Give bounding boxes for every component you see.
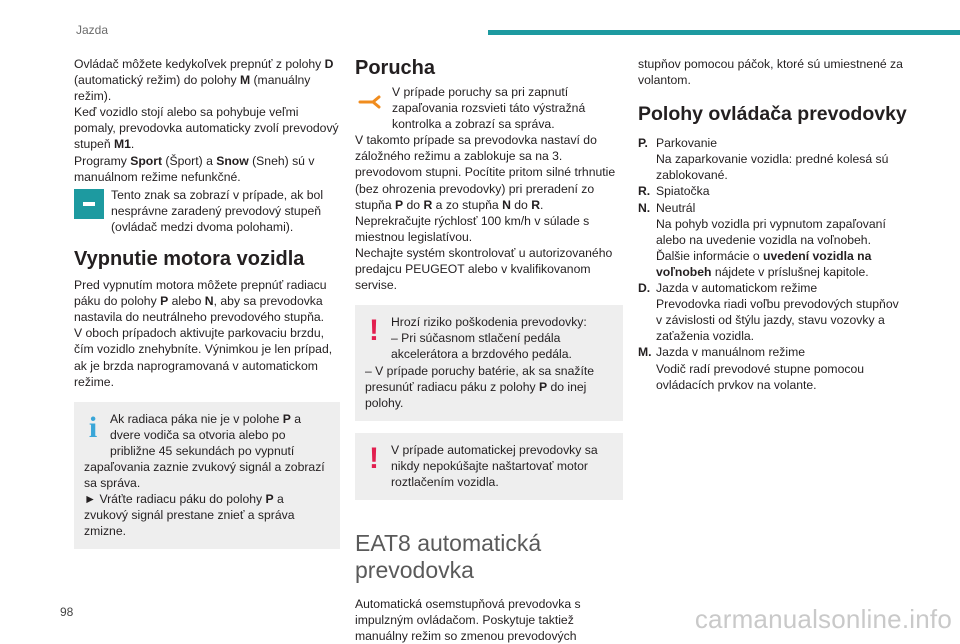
warning-damage-title: Hrozí riziko poškodenia prevodovky: xyxy=(391,315,587,330)
selector-positions-list xyxy=(638,135,908,393)
paragraph-low-speed: Keď vozidlo stojí alebo sa pohybuje veľmi pomaly, prevodovka automaticky zvolí prevodový stupeň M1. xyxy=(74,105,339,152)
paragraph-engine-off: Pred vypnutím motora môžete prepnúť radiacu páku do polohy P alebo N, aby sa prevodovka nastavila do neutrálneho prevodového stupňa. xyxy=(74,278,327,325)
list-item: M. Jazda v manuálnom režime Vodič radí prevodové stupne pomocou ovládacích prvkov na volante. xyxy=(638,345,865,392)
fault-note-text: V prípade poruchy sa pri zapnutí zapaľovania rozsvieti táto výstražná kontrolka a zobrazí sa správa. xyxy=(392,85,586,132)
list-item: D. Jazda v automatickom režime Prevodovka riadi voľbu prevodových stupňov v závislosti od štýlu jazdy, stavu vozovky a zaťaženia vozidla. xyxy=(638,281,899,344)
info-icon: i xyxy=(88,410,98,444)
info-action: ► Vráťte radiacu páku do polohy P a zvukový signál prestane znieť a správa zmizne. xyxy=(84,492,295,539)
warning-box-push-start xyxy=(355,433,623,500)
paragraph-eat8-continued: stupňov pomocou páčok, ktoré sú umiestnené za volantom. xyxy=(638,57,903,88)
info-box xyxy=(74,402,340,550)
paragraph-speed-limit: Neprekračujte rýchlosť 100 km/h v súlade s miestnou legislatívou. xyxy=(355,213,590,244)
paragraph-dealer: Nechajte systém skontrolovať u autorizovaného predajcu PEUGEOT alebo v kvalifikovanom servise. xyxy=(355,245,613,293)
warning-damage-item-2: – V prípade poruchy batérie, ak sa snažíte presunúť radiacu páku z polohy P do inej polohy. xyxy=(365,363,594,410)
heading-fault: Porucha xyxy=(355,57,436,79)
column-right xyxy=(638,56,908,393)
tile-note-text: Tento znak sa zobrazí v prípade, ak bol nesprávne zaradený prevodový stupeň (ovládač medzi dvoma polohami). xyxy=(111,187,324,234)
paragraph-eat8: Automatická osemstupňová prevodovka s impulzným ovládačom. Poskytuje taktiež manuálny režim so zmenou prevodových xyxy=(355,597,581,644)
heading-eat8: EAT8 automatická prevodovka xyxy=(355,530,542,584)
list-item: P. Parkovanie Na zaparkovanie vozidla: predné kolesá sú zablokované. xyxy=(638,136,889,183)
gear-fault-teal-icon xyxy=(74,189,104,219)
watermark: carmanualsonline.info xyxy=(694,604,952,634)
warning-damage-item-1: – Pri súčasnom stlačení pedála akcelerátora a brzdového pedála. xyxy=(391,331,572,362)
list-item: N. Neutrál Na pohyb vozidla pri vypnutom zapaľovaní alebo na uvedenie vozidla na voľnobeh. Ďalšie informácie o uvedení vozidla na voľnobeh nájdete v príslušnej kapitole. xyxy=(638,200,886,279)
heading-engine-off: Vypnutie motora vozidla xyxy=(74,248,305,271)
paragraph-programs: Programy Sport (Šport) a Snow (Sneh) sú v manuálnom režime nefunkčné. xyxy=(74,153,315,184)
column-middle xyxy=(355,56,623,644)
column-left xyxy=(74,56,340,549)
fault-note xyxy=(355,84,623,132)
paragraph-parking-brake: V oboch prípadoch aktivujte parkovaciu brzdu, čím vozidlo znehybníte. Výnimkou je len prípad, ak je brzda naprogramovaná v automatickom režime. xyxy=(74,326,333,389)
tile-note xyxy=(74,187,340,235)
paragraph-fallback-mode: V takomto prípade sa prevodovka nastaví do záložného režimu a zablokuje sa na 3. prevodovom stupni. Pocítite pritom silné trhnutie (bez ohrozenia prevodovky) pri preradení zo stupňa P do R a zo stupňa N do R. xyxy=(355,133,616,212)
exclamation-warning-icon: ! xyxy=(369,441,379,475)
warning-push-start-text: V prípade automatickej prevodovky sa nikdy nepokúšajte naštartovať motor roztlačením vozidla. xyxy=(391,442,598,489)
header-section-title: Jazda xyxy=(76,23,109,37)
wrench-warning-icon xyxy=(355,86,385,116)
page-number: 98 xyxy=(60,605,74,619)
list-item: R. Spiatočka xyxy=(638,184,710,199)
warning-box-damage xyxy=(355,305,623,421)
heading-selector-positions: Polohy ovládača prevodovky xyxy=(638,103,907,126)
info-text: Ak radiaca páka nie je v polohe P a dvere vodiča sa otvoria alebo po približne 45 sekundách po vypnutí zapaľovania zaznie zvukový signál a zobrazí sa správa. xyxy=(84,411,325,491)
exclamation-warning-icon: ! xyxy=(369,314,379,348)
header-accent-bar xyxy=(488,30,960,35)
paragraph-intro: Ovládač môžete kedykoľvek prepnúť z polohy D (automatický režim) do polohy M (manuálny režim). xyxy=(74,57,334,104)
